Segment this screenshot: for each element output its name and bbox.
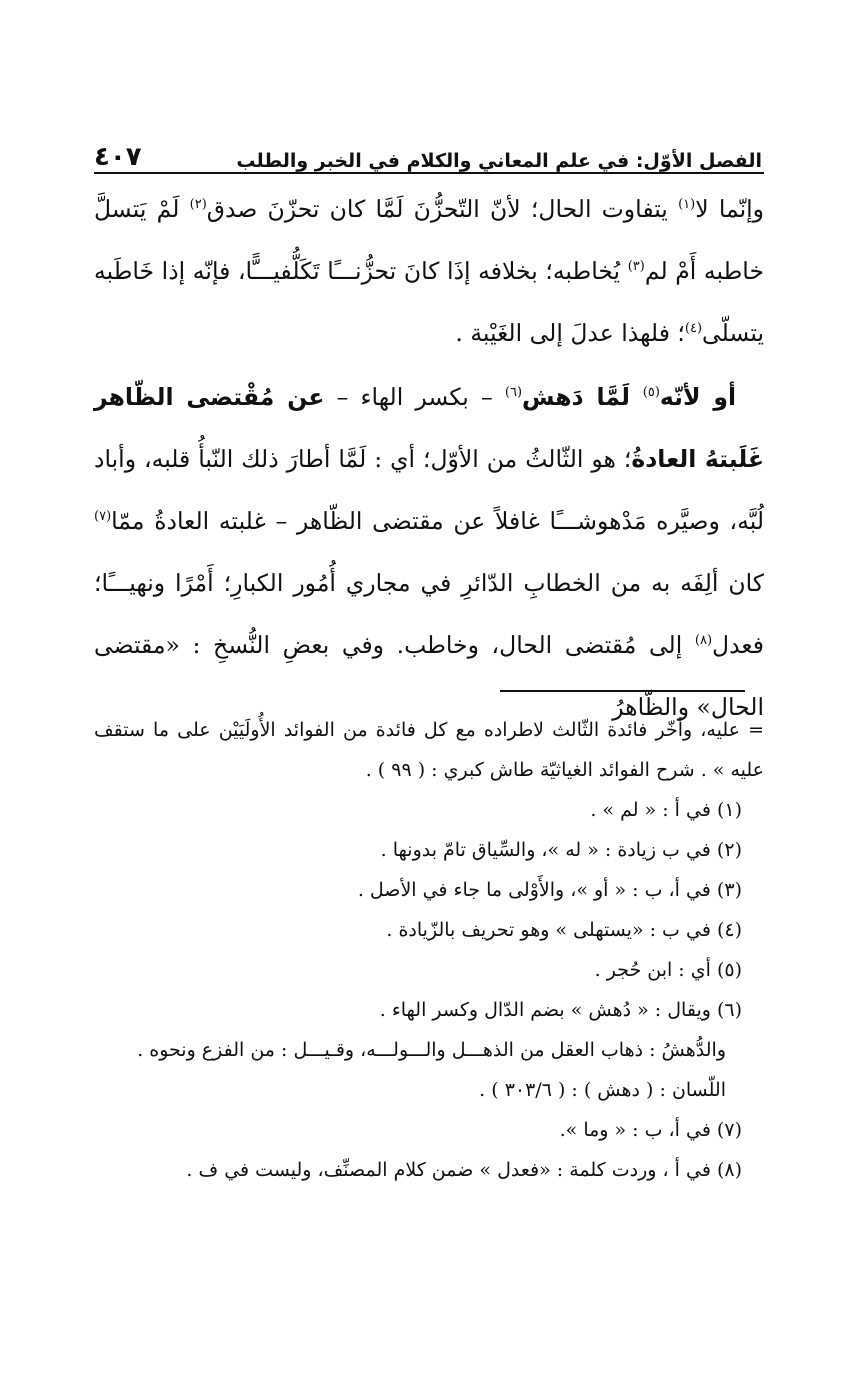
running-title: الفصل الأوّل: في علم المعاني والكلام في الخبر والطلب <box>236 150 762 172</box>
footnote-divider <box>500 690 745 692</box>
footnote-2: (٢) في ب زيادة : « له »، والسِّياق تامّ بدونها . <box>380 839 742 861</box>
bold-phrase: عن مُقْتضى الظّاهر غَلَبتهُ العادةُ <box>94 383 765 473</box>
footnote-ref: (٦) <box>504 385 523 401</box>
footnote-6-cont: والدُّهشُ : ذهاب العقل من الذهـــل والـــولـــه، وقـيـــل : من الفزع ونحوه . <box>137 1039 726 1061</box>
bold-phrase: لَمَّا دَهش <box>522 383 643 411</box>
footnote-3: (٣) في أ، ب : « أو »، والأَوْلى ما جاء في الأصل . <box>357 879 742 901</box>
bold-phrase: أو لأنّه <box>659 383 737 411</box>
footnote-ref: (٢) <box>189 197 207 213</box>
footnote-ref: (٣) <box>627 259 645 275</box>
main-text <box>94 178 764 738</box>
footnote-continuation: = عليه، وأخّر فائدة الثّالث لاطراده مع كل فائدة من الفوائد الأُولَيَيْن على ما ستقف عليه » . شرح الفوائد الغياثيّة طاش كبري : ( ٩٩ ) . <box>94 719 764 781</box>
footnote-6-source: اللّسان : ( دهش ) : ( ٣٠٣/٦ ) . <box>479 1079 726 1101</box>
footnote-ref: (١) <box>678 197 696 213</box>
footnote-8: (٨) في أ ، وردت كلمة : «فعدل » ضمن كلام المصنِّف، وليست في ف . <box>186 1159 742 1181</box>
text-run: ؛ هو الثّالثُ من الأوّل؛ أي : لَمَّا أطارَ ذلك النّبأُ قلبه، وأباد لُبَّه، وصيَّره مَدْهوشـــًا غافلاً عن مقتضى الظّاهر – غلبته العادةُ ممّا <box>94 445 764 535</box>
footnote-1: (١) في أ : « لم » . <box>590 799 742 821</box>
page-header <box>94 132 762 172</box>
footnote-ref: (٨) <box>694 633 713 649</box>
text-run: يتفاوت الحال؛ لأنّ التّحزُّنَ لَمَّا كان تحزّنَ صدق <box>206 195 679 223</box>
footnote-4: (٤) في ب : «يستهلى » وهو تحريف بالزّيادة . <box>386 919 742 941</box>
footnote-ref: (٧) <box>94 509 112 525</box>
text-run: لَمْ يَتسلَّ خاطبه أَمْ لم <box>94 195 764 285</box>
text-run: وإنّما لا <box>695 195 764 223</box>
footnote-ref: (٥) <box>642 385 660 401</box>
paragraph-1 <box>94 178 764 364</box>
footnotes <box>94 710 764 1190</box>
header-divider <box>94 172 764 174</box>
footnote-5: (٥) أي : ابن حُجر . <box>594 959 742 981</box>
text-run: – بكسر الهاء – <box>324 383 505 411</box>
footnote-6: (٦) ويقال : « دُهش » بضم الدّال وكسر الهاء . <box>379 999 742 1021</box>
footnote-7: (٧) في أ، ب : « وما ». <box>559 1119 742 1141</box>
paragraph-2 <box>94 366 764 738</box>
text-run: كان ألِفَه به من الخطابِ الدّائرِ في مجاري أُمُور الكبارِ؛ أَمْرًا ونهيـــًا؛ فعدل <box>94 569 765 659</box>
text-run: إلى مُقتضى الحال، وخاطب. وفي بعضِ النُّسخِ : «مقتضى الحال» والظّاهرُ <box>94 631 764 721</box>
text-run: ؛ فلهذا عدلَ إلى الغَيْبة . <box>455 319 685 347</box>
text-run: يُخاطبه؛ بخلافه إذَا كانَ تحزُّنـــًا تَكَلُّفيـــًّا، فإنّه إذا خَاطَبه يتسلّى <box>94 257 764 347</box>
footnote-ref: (٤) <box>684 321 703 337</box>
page-number: ٤٠٧ <box>94 142 142 172</box>
